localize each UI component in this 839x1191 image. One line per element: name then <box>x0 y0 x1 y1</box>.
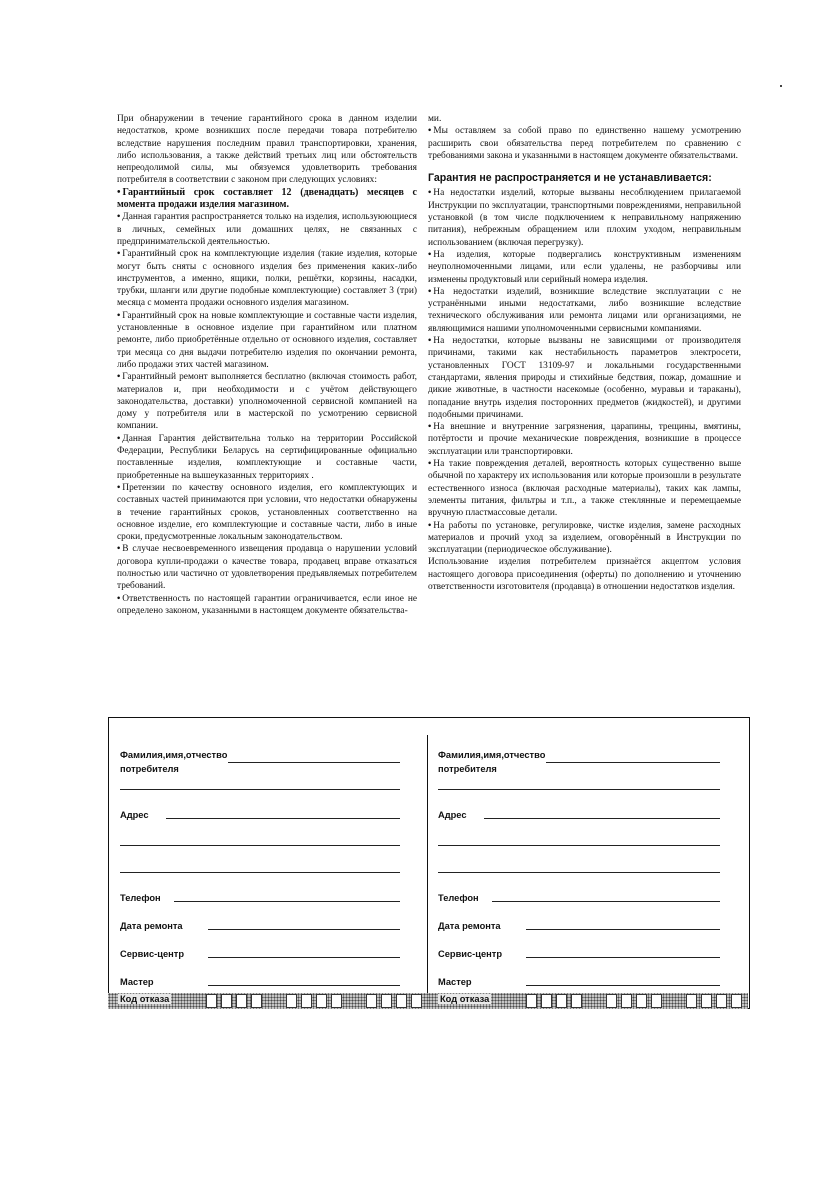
address-field-line-3[interactable] <box>120 872 400 873</box>
late-notice-paragraph: • В случае несвоевременного извещения продавца о нарушении условий договора купли-продажи о качестве товара, продавец вправе отказаться полностью или частично от удовлетворения предъявляемых потребителем требований. <box>117 543 417 592</box>
refusal-code-box[interactable] <box>396 994 407 1008</box>
liability-paragraph: • Ответственность по настоящей гарантии ограничивается, если иное не определено законом, указанными в настоящем документе обязательства- <box>117 593 417 618</box>
free-repair-paragraph: • Гарантийный ремонт выполняется бесплатно (включая стоимость работ, материалов и, при необходимости и с учётом действующего законодательства, доставки) уполномоченной сервисной компанией на дому у потребителя или в мастерской по усмотрению сервисной компании. <box>117 371 417 432</box>
refusal-code-box[interactable] <box>286 994 297 1008</box>
refusal-code-strip-left <box>108 993 428 1009</box>
exclusion-external-causes: • На недостатки, которые вызваны не зависящими от производителя причинами, такими как нестабильность параметров электросети, установленных ГОСТ 13109-97 и локальными государственными стандартами, явления природы и стихийные бедствия, пожар, домашние и дикие животные, в частности насекомые (особенно, муравьи и тараканы), попадание внутрь изделия посторонних предметов (жидкостей), и другими подобными причинами. <box>428 335 741 421</box>
service-center-label: Сервис-центр <box>120 949 184 959</box>
name-field[interactable] <box>546 762 720 763</box>
phone-label: Телефон <box>438 893 479 903</box>
master-field[interactable] <box>526 985 720 986</box>
refusal-code-box[interactable] <box>206 994 217 1008</box>
exclusion-instructions: • На недостатки изделий, которые вызваны несоблюдением прилагаемой Инструкции по эксплуатации, транспортными повреждениями, неправильной установкой (в том числе подключением к неправильному напряжению питания), небрежным обращением или плохим уходом, неправильным использованием (включая перегрузку). <box>428 187 741 248</box>
address-label: Адрес <box>120 810 149 820</box>
refusal-code-box[interactable] <box>251 994 262 1008</box>
address-field-line-2[interactable] <box>438 845 720 846</box>
refusal-code-box[interactable] <box>701 994 712 1008</box>
page-speck <box>780 85 782 87</box>
liability-continuation: ми. <box>428 114 442 124</box>
acceptance-paragraph: Использование изделия потребителем признаётся акцептом условия настоящего договора присоединения (оферты) по дополнению и уточнению ответственности изготовителя (продавца) в отношении недостатков изделия. <box>428 557 741 592</box>
intro-paragraph: При обнаружении в течение гарантийного срока в данном изделии недостатков, кроме возникших после передачи товара потребителю вследствие нарушения последним правил транспортировки, хранения, либо использования, а также действий третьих лиц или обстоятельств непреодолимой силы, мы обязуемся удовлетворить требования потребителя в соответствии с законом при следующих условиях: <box>117 114 417 186</box>
consumer-label: потребителя <box>120 764 179 774</box>
refusal-code-box[interactable] <box>636 994 647 1008</box>
refusal-code-box[interactable] <box>556 994 567 1008</box>
master-field[interactable] <box>208 985 400 986</box>
warranty-terms-left-column <box>117 113 417 617</box>
refusal-code-box[interactable] <box>686 994 697 1008</box>
name-field-line-2[interactable] <box>120 789 400 790</box>
refusal-code-box[interactable] <box>541 994 552 1008</box>
refusal-code-box[interactable] <box>716 994 727 1008</box>
consumer-label: потребителя <box>438 764 497 774</box>
refusal-code-box[interactable] <box>316 994 327 1008</box>
name-field-line-2[interactable] <box>438 789 720 790</box>
repair-coupons-frame <box>108 717 750 1009</box>
exclusion-damage: • На внешние и внутренние загрязнения, царапины, трещины, вмятины, потёртости и прочие механические повреждения, возникшие в процессе эксплуатации или транспортировки. <box>428 421 741 458</box>
master-label: Мастер <box>120 977 154 987</box>
extension-right-paragraph: • Мы оставляем за собой право по единственно нашему усмотрению расширить свои обязательства перед потребителем по сравнению с требованиями закона и указанными в настоящем документе обязательствами. <box>428 125 741 162</box>
refusal-code-box[interactable] <box>331 994 342 1008</box>
coupon-divider <box>427 735 428 1008</box>
name-label: Фамилия,имя,отчество <box>438 750 546 760</box>
repair-date-label: Дата ремонта <box>438 921 501 931</box>
refusal-code-box[interactable] <box>526 994 537 1008</box>
phone-label: Телефон <box>120 893 161 903</box>
address-label: Адрес <box>438 810 467 820</box>
territory-paragraph: • Данная Гарантия действительна только на территории Российской Федерации, Республики Беларусь на сертифицированные официально поставленные изделия, комплектующие и составные части, приобретенные на вышеуказанных территориях . <box>117 433 417 482</box>
refusal-code-box[interactable] <box>236 994 247 1008</box>
refusal-code-box[interactable] <box>221 994 232 1008</box>
refusal-code-box[interactable] <box>301 994 312 1008</box>
refusal-code-box[interactable] <box>411 994 422 1008</box>
service-center-field[interactable] <box>526 957 720 958</box>
refusal-code-box[interactable] <box>366 994 377 1008</box>
refusal-code-box[interactable] <box>381 994 392 1008</box>
exclusions-heading: Гарантия не распространяется и не устанавливается: <box>428 172 712 185</box>
phone-field[interactable] <box>174 901 400 902</box>
claims-paragraph: • Претензии по качеству основного изделия, его комплектующих и составных частей принимаются при условии, что недостатки обнаружены в течение гарантийных сроков, установленных соответственно на основное изделие, его комплектующие и составные части, либо в иные сроки, предусмотренные локальным законодательством. <box>117 482 417 543</box>
service-center-label: Сервис-центр <box>438 949 502 959</box>
refusal-code-box[interactable] <box>651 994 662 1008</box>
repair-date-label: Дата ремонта <box>120 921 183 931</box>
refusal-code-box[interactable] <box>606 994 617 1008</box>
address-field[interactable] <box>166 818 400 819</box>
refusal-code-box[interactable] <box>621 994 632 1008</box>
repair-date-field[interactable] <box>208 929 400 930</box>
exclusion-unauthorized-service: • На недостатки изделий, возникшие вследствие эксплуатации с не устранёнными иными недостатками, либо возникшие вследствие технического обслуживания или ремонта лицами или организациями, не являющимися нашими уполномоченными сервисными компаниями. <box>428 286 741 335</box>
name-field[interactable] <box>228 762 400 763</box>
repair-date-field[interactable] <box>526 929 720 930</box>
warranty-period-paragraph: • Гарантийный срок составляет 12 (двенадцать) месяцев с момента продажи изделия магазином. <box>117 187 417 212</box>
address-field[interactable] <box>484 818 720 819</box>
refusal-code-strip-right <box>428 993 748 1009</box>
warranty-terms-right-column <box>428 113 741 593</box>
accessories-period-paragraph: • Гарантийный срок на комплектующие изделия (такие изделия, которые могут быть сняты с основного изделия без применения каких-либо инструментов, а именно, ящики, полки, решётки, корзины, насадки, трубки, шланги или другие подобные комплектующие) составляет 3 (три) месяца с момента продажи основного изделия магазином. <box>117 248 417 309</box>
exclusion-maintenance: • На работы по установке, регулировке, чистке изделия, замене расходных материалов и прочий уход за изделием, оговорённый в Инструкции по эксплуатации (периодическое обслуживание). <box>428 520 741 557</box>
name-label: Фамилия,имя,отчество <box>120 750 228 760</box>
personal-use-paragraph: • Данная гарантия распространяется только на изделия, используюющиеся в личных, семейных или домашних целях, не связанных с предпринимательской деятельностью. <box>117 211 417 248</box>
refusal-code-label: Код отказа <box>440 994 490 1004</box>
address-field-line-2[interactable] <box>120 845 400 846</box>
refusal-code-box[interactable] <box>571 994 582 1008</box>
exclusion-wear: • На такие повреждения деталей, вероятность которых существенно выше обычной по характеру их использования или которые произошли в результате естественного износа (включая расходные материалы), таких как лампы, элементы питания, фильтры и т.п., а также стеклянные и перемещаемые вручную пластмассовые детали. <box>428 458 741 519</box>
refusal-code-box[interactable] <box>731 994 742 1008</box>
new-parts-period-paragraph: • Гарантийный срок на новые комплектующие и составные части изделия, установленные в основное изделие при гарантийном или платном ремонте, либо приобретённые отдельно от основного изделия, составляет три месяца со дня выдачи потребителю изделия по окончании ремонта, либо продажи этих частей магазином. <box>117 310 417 371</box>
refusal-code-label: Код отказа <box>120 994 170 1004</box>
address-field-line-3[interactable] <box>438 872 720 873</box>
phone-field[interactable] <box>492 901 720 902</box>
service-center-field[interactable] <box>208 957 400 958</box>
master-label: Мастер <box>438 977 472 987</box>
exclusion-modifications: • На изделия, которые подвергались конструктивным изменениям неуполномоченными лицами, или если удалены, не разборчивы или изменены продуктовый или серийный номера изделия. <box>428 249 741 286</box>
